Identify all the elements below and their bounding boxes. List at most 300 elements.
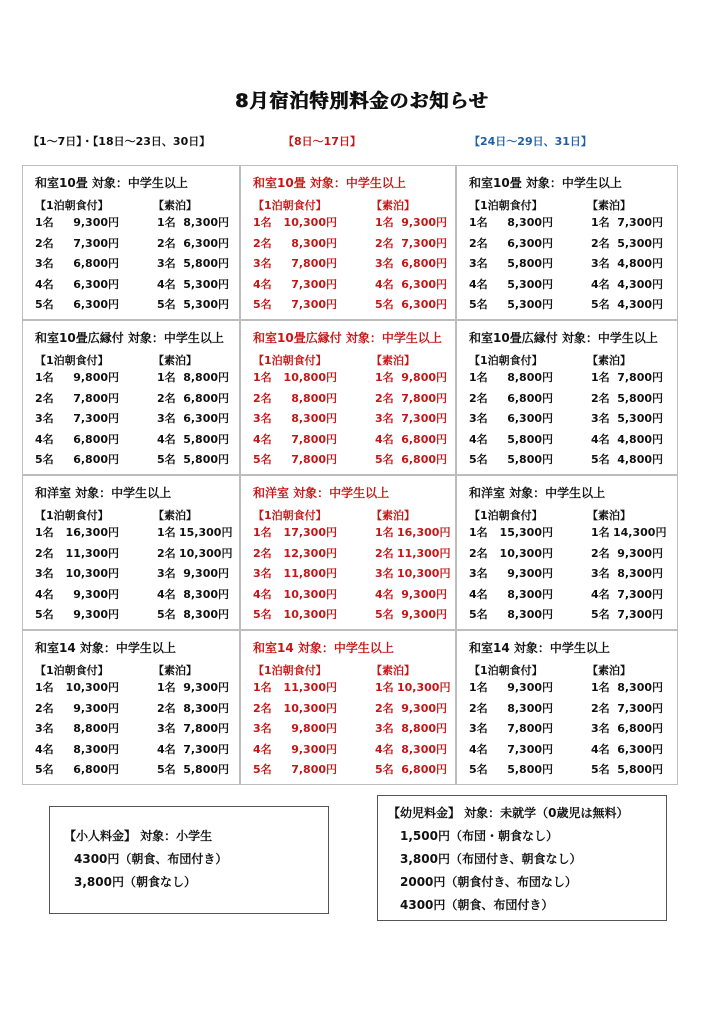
price-line bbox=[253, 214, 449, 235]
guest-count: 2名 bbox=[35, 236, 54, 250]
breakfast-price: 7,800円 bbox=[291, 763, 337, 776]
breakfast-price: 7,800円 bbox=[291, 453, 337, 466]
roomonly-price: 9,300円 bbox=[401, 216, 447, 229]
roomonly-price: 5,300円 bbox=[617, 236, 663, 250]
breakfast-price: 7,300円 bbox=[507, 742, 553, 756]
roomonly-price: 5,800円 bbox=[183, 257, 229, 270]
breakfast-price: 10,800円 bbox=[283, 371, 337, 384]
room-header: 和室10畳広縁付 対象：中学生以上 bbox=[35, 331, 224, 345]
guest-count: 5名 bbox=[157, 763, 176, 776]
room-header: 和室14 対象：中学生以上 bbox=[35, 641, 176, 655]
breakfast-price: 6,300円 bbox=[507, 412, 553, 425]
roomonly-price: 6,800円 bbox=[183, 391, 229, 405]
breakfast-price: 8,300円 bbox=[73, 742, 119, 756]
breakfast-price: 6,300円 bbox=[73, 277, 119, 291]
roomonly-price: 9,300円 bbox=[617, 546, 663, 560]
breakfast-price: 6,800円 bbox=[73, 763, 119, 776]
guest-count: 2名 bbox=[253, 391, 272, 405]
guest-count: 4名 bbox=[35, 277, 54, 291]
roomonly-label: 【素泊】 bbox=[153, 354, 197, 367]
price-grid bbox=[22, 165, 678, 785]
roomonly-price: 10,300円 bbox=[179, 546, 233, 560]
roomonly-price: 6,300円 bbox=[183, 236, 229, 250]
room-header: 和室14 対象：中学生以上 bbox=[253, 641, 394, 655]
guest-count: 1名 bbox=[469, 526, 488, 539]
breakfast-price: 6,800円 bbox=[73, 453, 119, 466]
breakfast-price: 9,300円 bbox=[291, 742, 337, 756]
price-line bbox=[35, 545, 233, 566]
infant-rate-line: 1,500円（布団・朝食なし） bbox=[400, 829, 558, 843]
room-row bbox=[22, 630, 678, 785]
room-box-p1 bbox=[22, 320, 240, 475]
roomonly-price: 15,300円 bbox=[179, 526, 233, 539]
room-box-p3 bbox=[456, 165, 678, 320]
guest-count: 4名 bbox=[591, 587, 610, 601]
roomonly-price: 8,800円 bbox=[183, 371, 229, 384]
guest-count: 3名 bbox=[157, 567, 176, 580]
infant-rate-title: 【幼児料金】 対象：未就学（0歳児は無料） bbox=[388, 806, 629, 820]
roomonly-price: 5,800円 bbox=[617, 391, 663, 405]
roomonly-price: 6,800円 bbox=[401, 453, 447, 466]
price-line bbox=[35, 451, 233, 472]
guest-count: 2名 bbox=[469, 236, 488, 250]
roomonly-price: 7,300円 bbox=[617, 216, 663, 229]
room-box-p2 bbox=[240, 320, 456, 475]
guest-count: 3名 bbox=[591, 722, 610, 735]
room-box-p1 bbox=[22, 475, 240, 630]
roomonly-price: 9,300円 bbox=[401, 701, 447, 715]
breakfast-price: 11,800円 bbox=[283, 567, 337, 580]
price-line bbox=[469, 606, 671, 627]
breakfast-label: 【1泊朝食付】 bbox=[253, 509, 327, 522]
breakfast-label: 【1泊朝食付】 bbox=[35, 354, 109, 367]
guest-count: 1名 bbox=[35, 371, 54, 384]
guest-count: 4名 bbox=[35, 742, 54, 756]
guest-count: 4名 bbox=[157, 432, 176, 446]
roomonly-price: 6,800円 bbox=[401, 763, 447, 776]
breakfast-label: 【1泊朝食付】 bbox=[469, 664, 543, 677]
guest-count: 5名 bbox=[469, 608, 488, 621]
guest-count: 3名 bbox=[253, 412, 272, 425]
roomonly-label: 【素泊】 bbox=[371, 354, 415, 367]
guest-count: 1名 bbox=[35, 526, 54, 539]
guest-count: 4名 bbox=[157, 587, 176, 601]
price-line bbox=[469, 586, 671, 607]
guest-count: 4名 bbox=[157, 742, 176, 756]
guest-count: 4名 bbox=[35, 587, 54, 601]
price-line bbox=[253, 235, 449, 256]
guest-count: 4名 bbox=[253, 742, 272, 756]
guest-count: 2名 bbox=[35, 701, 54, 715]
guest-count: 2名 bbox=[253, 701, 272, 715]
child-rate-title: 【小人料金】 対象：小学生 bbox=[64, 829, 213, 843]
breakfast-price: 7,800円 bbox=[507, 722, 553, 735]
price-line bbox=[35, 214, 233, 235]
room-header: 和洋室 対象：中学生以上 bbox=[253, 486, 390, 500]
roomonly-price: 8,300円 bbox=[183, 216, 229, 229]
roomonly-price: 6,800円 bbox=[401, 257, 447, 270]
guest-count: 2名 bbox=[157, 546, 176, 560]
guest-count: 1名 bbox=[157, 216, 176, 229]
guest-count: 2名 bbox=[253, 236, 272, 250]
breakfast-price: 9,800円 bbox=[291, 722, 337, 735]
room-box-p2 bbox=[240, 475, 456, 630]
child-rate-line: 4300円（朝食、布団付き） bbox=[74, 852, 228, 866]
guest-count: 3名 bbox=[253, 722, 272, 735]
roomonly-price: 9,800円 bbox=[401, 371, 447, 384]
guest-count: 4名 bbox=[591, 277, 610, 291]
roomonly-price: 6,300円 bbox=[617, 742, 663, 756]
breakfast-price: 7,800円 bbox=[291, 257, 337, 270]
roomonly-label: 【素泊】 bbox=[587, 199, 631, 212]
roomonly-price: 5,300円 bbox=[183, 277, 229, 291]
guest-count: 2名 bbox=[469, 701, 488, 715]
price-line bbox=[253, 606, 449, 627]
price-line bbox=[469, 679, 671, 700]
period-label-2: 【8日～17日】 bbox=[283, 135, 361, 148]
guest-count: 1名 bbox=[253, 216, 272, 229]
roomonly-price: 7,300円 bbox=[401, 412, 447, 425]
price-line bbox=[253, 410, 449, 431]
roomonly-price: 6,300円 bbox=[401, 298, 447, 311]
guest-count: 3名 bbox=[591, 257, 610, 270]
breakfast-price: 7,300円 bbox=[291, 277, 337, 291]
guest-count: 3名 bbox=[469, 722, 488, 735]
guest-count: 4名 bbox=[375, 587, 394, 601]
room-row bbox=[22, 475, 678, 630]
breakfast-price: 8,300円 bbox=[507, 608, 553, 621]
room-box-p3 bbox=[456, 320, 678, 475]
roomonly-label: 【素泊】 bbox=[587, 354, 631, 367]
roomonly-label: 【素泊】 bbox=[153, 509, 197, 522]
guest-count: 1名 bbox=[35, 216, 54, 229]
guest-count: 3名 bbox=[591, 412, 610, 425]
roomonly-label: 【素泊】 bbox=[587, 664, 631, 677]
guest-count: 5名 bbox=[469, 763, 488, 776]
guest-count: 5名 bbox=[35, 763, 54, 776]
breakfast-price: 6,800円 bbox=[73, 432, 119, 446]
guest-count: 4名 bbox=[253, 587, 272, 601]
room-box-p1 bbox=[22, 630, 240, 785]
price-line bbox=[253, 761, 449, 782]
price-line bbox=[469, 524, 671, 545]
price-line bbox=[35, 431, 233, 452]
guest-count: 5名 bbox=[591, 608, 610, 621]
price-line bbox=[35, 296, 233, 317]
price-line bbox=[253, 255, 449, 276]
price-line bbox=[253, 700, 449, 721]
guest-count: 4名 bbox=[469, 587, 488, 601]
breakfast-price: 8,300円 bbox=[507, 701, 553, 715]
guest-count: 5名 bbox=[375, 608, 394, 621]
price-line bbox=[253, 369, 449, 390]
roomonly-price: 5,300円 bbox=[183, 298, 229, 311]
guest-count: 2名 bbox=[35, 546, 54, 560]
price-line bbox=[35, 276, 233, 297]
breakfast-price: 9,800円 bbox=[73, 371, 119, 384]
breakfast-price: 7,800円 bbox=[73, 391, 119, 405]
guest-count: 5名 bbox=[469, 453, 488, 466]
breakfast-price: 5,800円 bbox=[507, 453, 553, 466]
guest-count: 2名 bbox=[591, 546, 610, 560]
breakfast-price: 9,300円 bbox=[73, 701, 119, 715]
breakfast-price: 5,800円 bbox=[507, 257, 553, 270]
guest-count: 5名 bbox=[253, 763, 272, 776]
guest-count: 5名 bbox=[375, 763, 394, 776]
guest-count: 2名 bbox=[157, 701, 176, 715]
breakfast-price: 8,800円 bbox=[507, 371, 553, 384]
breakfast-price: 8,300円 bbox=[291, 236, 337, 250]
guest-count: 5名 bbox=[591, 763, 610, 776]
guest-count: 1名 bbox=[375, 526, 394, 539]
room-header: 和室10畳 対象：中学生以上 bbox=[469, 176, 622, 190]
roomonly-price: 9,300円 bbox=[183, 567, 229, 580]
roomonly-price: 7,300円 bbox=[617, 701, 663, 715]
guest-count: 1名 bbox=[375, 681, 394, 694]
guest-count: 3名 bbox=[253, 257, 272, 270]
room-box-p2 bbox=[240, 165, 456, 320]
room-header: 和室14 対象：中学生以上 bbox=[469, 641, 610, 655]
guest-count: 5名 bbox=[35, 608, 54, 621]
roomonly-price: 11,300円 bbox=[397, 546, 451, 560]
guest-count: 4名 bbox=[375, 277, 394, 291]
guest-count: 1名 bbox=[591, 526, 610, 539]
guest-count: 2名 bbox=[469, 546, 488, 560]
guest-count: 1名 bbox=[157, 371, 176, 384]
guest-count: 3名 bbox=[157, 722, 176, 735]
price-line bbox=[253, 720, 449, 741]
guest-count: 1名 bbox=[253, 526, 272, 539]
price-line bbox=[253, 390, 449, 411]
breakfast-price: 9,300円 bbox=[507, 681, 553, 694]
price-line bbox=[35, 235, 233, 256]
roomonly-label: 【素泊】 bbox=[371, 664, 415, 677]
guest-count: 1名 bbox=[469, 216, 488, 229]
roomonly-price: 8,300円 bbox=[617, 681, 663, 694]
price-line bbox=[35, 586, 233, 607]
roomonly-price: 7,800円 bbox=[401, 391, 447, 405]
guest-count: 2名 bbox=[157, 391, 176, 405]
guest-count: 4名 bbox=[591, 742, 610, 756]
guest-count: 1名 bbox=[469, 371, 488, 384]
guest-count: 3名 bbox=[35, 722, 54, 735]
guest-count: 5名 bbox=[253, 298, 272, 311]
roomonly-price: 8,300円 bbox=[183, 608, 229, 621]
room-header: 和洋室 対象：中学生以上 bbox=[35, 486, 172, 500]
price-line bbox=[253, 545, 449, 566]
breakfast-price: 15,300円 bbox=[499, 526, 553, 539]
price-line bbox=[469, 431, 671, 452]
roomonly-price: 7,300円 bbox=[617, 587, 663, 601]
roomonly-price: 4,800円 bbox=[617, 257, 663, 270]
breakfast-price: 8,800円 bbox=[73, 722, 119, 735]
price-line bbox=[35, 565, 233, 586]
breakfast-price: 10,300円 bbox=[283, 701, 337, 715]
price-line bbox=[469, 700, 671, 721]
room-box-p1 bbox=[22, 165, 240, 320]
period-label-1: 【1～7日】・【18日～23日、30日】 bbox=[28, 135, 211, 148]
guest-count: 5名 bbox=[375, 298, 394, 311]
price-line bbox=[469, 214, 671, 235]
price-line bbox=[35, 606, 233, 627]
breakfast-price: 10,300円 bbox=[499, 546, 553, 560]
roomonly-price: 8,300円 bbox=[617, 567, 663, 580]
roomonly-price: 9,300円 bbox=[401, 608, 447, 621]
guest-count: 4名 bbox=[253, 277, 272, 291]
roomonly-price: 7,800円 bbox=[617, 371, 663, 384]
price-line bbox=[469, 235, 671, 256]
guest-count: 2名 bbox=[157, 236, 176, 250]
roomonly-label: 【素泊】 bbox=[371, 509, 415, 522]
guest-count: 3名 bbox=[591, 567, 610, 580]
roomonly-price: 7,300円 bbox=[617, 608, 663, 621]
price-line bbox=[253, 296, 449, 317]
breakfast-label: 【1泊朝食付】 bbox=[35, 199, 109, 212]
breakfast-price: 7,300円 bbox=[73, 236, 119, 250]
roomonly-price: 4,800円 bbox=[617, 432, 663, 446]
breakfast-price: 7,300円 bbox=[73, 412, 119, 425]
breakfast-price: 17,300円 bbox=[283, 526, 337, 539]
guest-count: 1名 bbox=[375, 216, 394, 229]
breakfast-price: 6,800円 bbox=[507, 391, 553, 405]
roomonly-price: 14,300円 bbox=[613, 526, 667, 539]
roomonly-price: 16,300円 bbox=[397, 526, 451, 539]
guest-count: 1名 bbox=[591, 371, 610, 384]
guest-count: 4名 bbox=[375, 742, 394, 756]
breakfast-price: 9,300円 bbox=[73, 587, 119, 601]
guest-count: 1名 bbox=[157, 526, 176, 539]
roomonly-label: 【素泊】 bbox=[153, 199, 197, 212]
roomonly-price: 5,800円 bbox=[183, 763, 229, 776]
guest-count: 2名 bbox=[591, 236, 610, 250]
roomonly-price: 6,800円 bbox=[617, 722, 663, 735]
guest-count: 5名 bbox=[469, 298, 488, 311]
breakfast-price: 9,300円 bbox=[507, 567, 553, 580]
guest-count: 1名 bbox=[253, 681, 272, 694]
room-row bbox=[22, 320, 678, 475]
guest-count: 1名 bbox=[591, 216, 610, 229]
guest-count: 1名 bbox=[35, 681, 54, 694]
guest-count: 4名 bbox=[469, 742, 488, 756]
price-line bbox=[469, 410, 671, 431]
price-line bbox=[469, 296, 671, 317]
price-line bbox=[469, 720, 671, 741]
roomonly-price: 10,300円 bbox=[397, 567, 451, 580]
breakfast-label: 【1泊朝食付】 bbox=[253, 664, 327, 677]
breakfast-price: 5,800円 bbox=[507, 432, 553, 446]
breakfast-price: 7,300円 bbox=[291, 298, 337, 311]
breakfast-price: 5,300円 bbox=[507, 298, 553, 311]
roomonly-price: 8,300円 bbox=[183, 587, 229, 601]
roomonly-price: 7,800円 bbox=[183, 722, 229, 735]
breakfast-price: 6,300円 bbox=[73, 298, 119, 311]
breakfast-price: 10,300円 bbox=[283, 216, 337, 229]
price-line bbox=[35, 410, 233, 431]
breakfast-price: 7,800円 bbox=[291, 432, 337, 446]
roomonly-price: 9,300円 bbox=[183, 681, 229, 694]
guest-count: 3名 bbox=[35, 257, 54, 270]
child-rate-box bbox=[49, 806, 329, 914]
guest-count: 5名 bbox=[591, 453, 610, 466]
guest-count: 5名 bbox=[157, 608, 176, 621]
breakfast-label: 【1泊朝食付】 bbox=[469, 199, 543, 212]
price-line bbox=[469, 369, 671, 390]
roomonly-price: 8,300円 bbox=[401, 742, 447, 756]
roomonly-price: 8,300円 bbox=[183, 701, 229, 715]
room-header: 和室10畳 対象：中学生以上 bbox=[253, 176, 406, 190]
price-line bbox=[469, 451, 671, 472]
guest-count: 3名 bbox=[253, 567, 272, 580]
price-line bbox=[35, 255, 233, 276]
guest-count: 4名 bbox=[591, 432, 610, 446]
room-header: 和洋室 対象：中学生以上 bbox=[469, 486, 606, 500]
breakfast-price: 10,300円 bbox=[65, 681, 119, 694]
room-box-p3 bbox=[456, 630, 678, 785]
breakfast-price: 8,300円 bbox=[507, 216, 553, 229]
guest-count: 2名 bbox=[375, 701, 394, 715]
room-header: 和室10畳広縁付 対象：中学生以上 bbox=[253, 331, 442, 345]
room-box-p3 bbox=[456, 475, 678, 630]
guest-count: 2名 bbox=[253, 546, 272, 560]
guest-count: 5名 bbox=[253, 453, 272, 466]
roomonly-label: 【素泊】 bbox=[587, 509, 631, 522]
price-line bbox=[35, 524, 233, 545]
breakfast-price: 12,300円 bbox=[283, 546, 337, 560]
breakfast-label: 【1泊朝食付】 bbox=[253, 199, 327, 212]
guest-count: 3名 bbox=[157, 257, 176, 270]
breakfast-price: 10,300円 bbox=[65, 567, 119, 580]
guest-count: 3名 bbox=[375, 722, 394, 735]
price-line bbox=[35, 390, 233, 411]
price-line bbox=[253, 586, 449, 607]
breakfast-price: 9,300円 bbox=[73, 216, 119, 229]
roomonly-price: 6,300円 bbox=[401, 277, 447, 291]
roomonly-price: 7,300円 bbox=[183, 742, 229, 756]
infant-rate-line: 3,800円（布団付き、朝食なし） bbox=[400, 852, 582, 866]
price-line bbox=[469, 565, 671, 586]
guest-count: 4名 bbox=[375, 432, 394, 446]
price-line bbox=[253, 451, 449, 472]
price-line bbox=[253, 741, 449, 762]
guest-count: 2名 bbox=[469, 391, 488, 405]
breakfast-price: 8,300円 bbox=[507, 587, 553, 601]
guest-count: 1名 bbox=[253, 371, 272, 384]
breakfast-label: 【1泊朝食付】 bbox=[35, 509, 109, 522]
guest-count: 2名 bbox=[375, 546, 394, 560]
breakfast-price: 11,300円 bbox=[283, 681, 337, 694]
roomonly-price: 4,300円 bbox=[617, 277, 663, 291]
breakfast-price: 5,800円 bbox=[507, 763, 553, 776]
price-line bbox=[35, 700, 233, 721]
room-box-p2 bbox=[240, 630, 456, 785]
guest-count: 3名 bbox=[469, 257, 488, 270]
infant-rate-box bbox=[377, 795, 667, 921]
roomonly-price: 6,300円 bbox=[183, 412, 229, 425]
breakfast-price: 16,300円 bbox=[65, 526, 119, 539]
breakfast-price: 5,300円 bbox=[507, 277, 553, 291]
period-label-3: 【24日～29日、31日】 bbox=[469, 135, 592, 148]
guest-count: 3名 bbox=[469, 567, 488, 580]
roomonly-price: 9,300円 bbox=[401, 587, 447, 601]
roomonly-label: 【素泊】 bbox=[153, 664, 197, 677]
price-line bbox=[35, 369, 233, 390]
guest-count: 4名 bbox=[469, 277, 488, 291]
breakfast-label: 【1泊朝食付】 bbox=[469, 509, 543, 522]
roomonly-price: 8,800円 bbox=[401, 722, 447, 735]
guest-count: 5名 bbox=[253, 608, 272, 621]
roomonly-price: 6,800円 bbox=[401, 432, 447, 446]
roomonly-price: 10,300円 bbox=[397, 681, 451, 694]
